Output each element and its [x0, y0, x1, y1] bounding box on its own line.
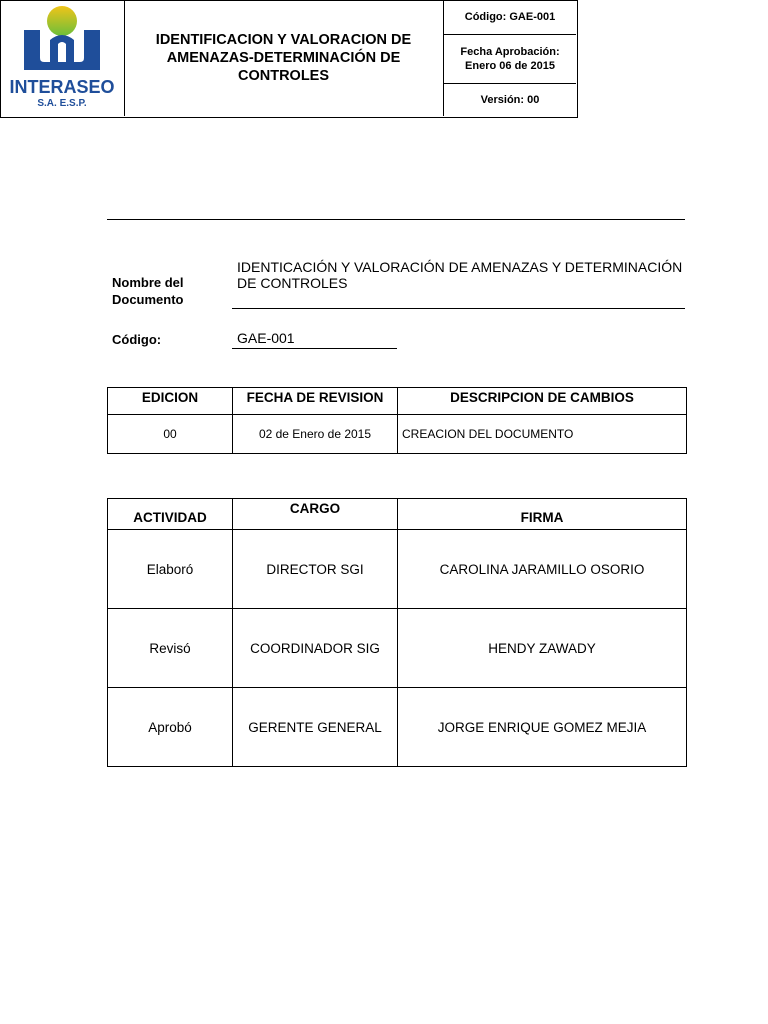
revision-table [107, 387, 687, 454]
signature-cell: CAROLINA JARAMILLO OSORIO [398, 530, 687, 609]
table-header-row [108, 499, 687, 530]
approval-date: Enero 06 de 2015 [465, 60, 555, 72]
table-row [108, 530, 687, 609]
col-header: FECHA DE REVISION [233, 388, 398, 415]
activity-cell: Elaboró [108, 530, 233, 609]
doc-name-value: IDENTICACIÓN Y VALORACIÓN DE AMENAZAS Y DETERMINACIÓN DE CONTROLES [237, 259, 683, 291]
role-cell: GERENTE GENERAL [233, 688, 398, 767]
logo-mark-icon [24, 30, 100, 70]
logo-subtitle: S.A. E.S.P. [37, 98, 87, 109]
document-header [0, 0, 578, 118]
activity-cell: Aprobó [108, 688, 233, 767]
header-code: Código: GAE-001 [444, 0, 576, 35]
logo-sun-icon [47, 6, 77, 36]
change-description-cell: CREACION DEL DOCUMENTO [398, 415, 687, 454]
signature-cell: JORGE ENRIQUE GOMEZ MEJIA [398, 688, 687, 767]
role-cell: COORDINADOR SIG [233, 609, 398, 688]
approval-label: Fecha Aprobación: [460, 46, 560, 58]
header-version: Versión: 00 [480, 94, 540, 106]
header-approval [444, 35, 576, 84]
table-header-row [108, 388, 687, 415]
doc-code-label: Código: [112, 332, 162, 347]
logo-brand: INTERASEO [9, 77, 115, 97]
activity-cell: Revisó [108, 609, 233, 688]
logo-cell [0, 0, 125, 116]
col-header: CARGO [233, 499, 398, 530]
doc-name-label: Nombre del Documento [112, 275, 184, 307]
table-row [108, 415, 687, 454]
edition-cell: 00 [108, 415, 233, 454]
col-header: DESCRIPCION DE CAMBIOS [398, 388, 687, 415]
doc-name-underline [232, 308, 685, 309]
document-title: IDENTIFICACION Y VALORACION DE AMENAZAS-DETERMINACIÓN DE CONTROLES [124, 0, 444, 116]
revision-date-cell: 02 de Enero de 2015 [233, 415, 398, 454]
table-row [108, 688, 687, 767]
doc-code-value: GAE-001 [237, 330, 295, 346]
interaseo-logo [0, 0, 124, 116]
table-row [108, 609, 687, 688]
role-cell: DIRECTOR SGI [233, 530, 398, 609]
signature-table [107, 498, 687, 767]
doc-code-underline [232, 348, 397, 349]
col-header: ACTIVIDAD [108, 499, 233, 530]
col-header: EDICION [108, 388, 233, 415]
divider [107, 219, 685, 220]
signature-cell: HENDY ZAWADY [398, 609, 687, 688]
col-header: FIRMA [398, 499, 687, 530]
